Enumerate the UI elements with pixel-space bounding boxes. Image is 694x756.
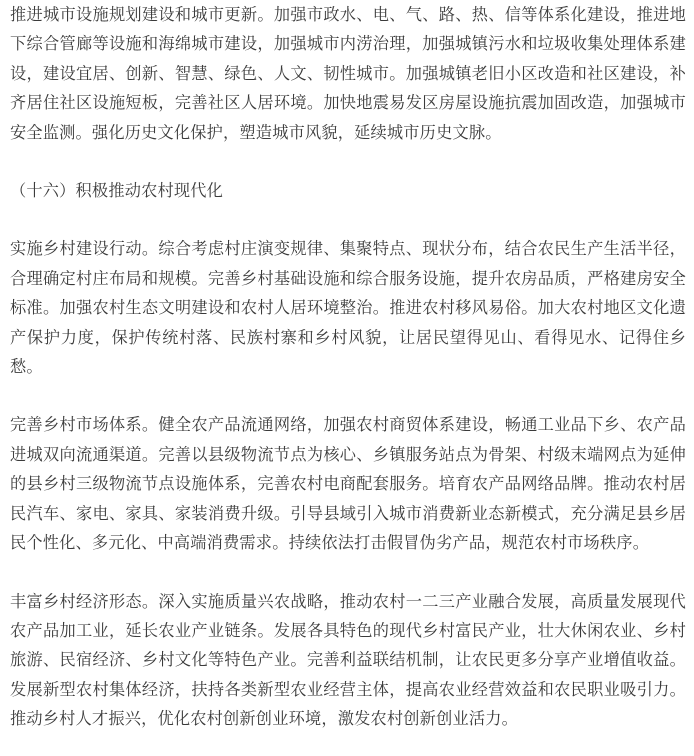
- paragraph-spacer: [10, 205, 686, 234]
- paragraph-rural-market: 完善乡村市场体系。健全农产品流通网络，加强农村商贸体系建设，畅通工业品下乡、农产品进城双向流通渠道。完善以县级物流节点为核心、乡镇服务站点为骨架、村级末端网点为延伸的县乡村三级物流节点设施体系，完善农村电商配套服务。培育农产品网络品牌。推动农村居民汽车、家电、家具、家装消费升级。引导县域引入城市消费新业态新模式，充分满足县乡居民个性化、多元化、中高端消费需求。持续依法打击假冒伪劣产品，规范农村市场秩序。: [10, 415, 686, 553]
- article-body: [10, 0, 686, 734]
- section-heading: （十六）积极推动农村现代化: [10, 181, 224, 201]
- paragraph-spacer: [10, 558, 686, 587]
- paragraph-rural-economy: 丰富乡村经济形态。深入实施质量兴农战略，推动农村一二三产业融合发展，高质量发展现代农产品加工业，延长农业产业链条。发展各具特色的现代乡村富民产业，壮大休闲农业、乡村旅游、民宿经济、乡村文化等特色产业。完善利益联结机制，让农民更多分享产业增值收益。发展新型农村集体经济，扶持各类新型农业经营主体，提高农业经营效益和农民职业吸引力。推动乡村人才振兴，优化农村创新创业环境，激发农村创新创业活力。: [10, 591, 686, 729]
- paragraph-spacer: [10, 147, 686, 176]
- paragraph-rural-construction: 实施乡村建设行动。综合考虑村庄演变规律、集聚特点、现状分布，结合农民生产生活半径，合理确定村庄布局和规模。完善乡村基础设施和综合服务设施，提升农房品质，严格建房安全标准。加强农村生态文明建设和农村人居环境整治。推进农村移风易俗。加大农村地区文化遗产保护力度，保护传统村落、民族村寨和乡村风貌，让居民望得见山、看得见水、记得住乡愁。: [10, 239, 686, 377]
- paragraph-spacer: [10, 381, 686, 410]
- paragraph-urban-infrastructure: 推进城市设施规划建设和城市更新。加强市政水、电、气、路、热、信等体系化建设，推进地下综合管廊等设施和海绵城市建设，加强城市内涝治理，加强城镇污水和垃圾收集处理体系建设，建设宜居、创新、智慧、绿色、人文、韧性城市。加强城镇老旧小区改造和社区建设，补齐居住社区设施短板，完善社区人居环境。加快地震易发区房屋设施抗震加固改造，加强城市安全监测。强化历史文化保护，塑造城市风貌，延续城市历史文脉。: [10, 5, 686, 142]
